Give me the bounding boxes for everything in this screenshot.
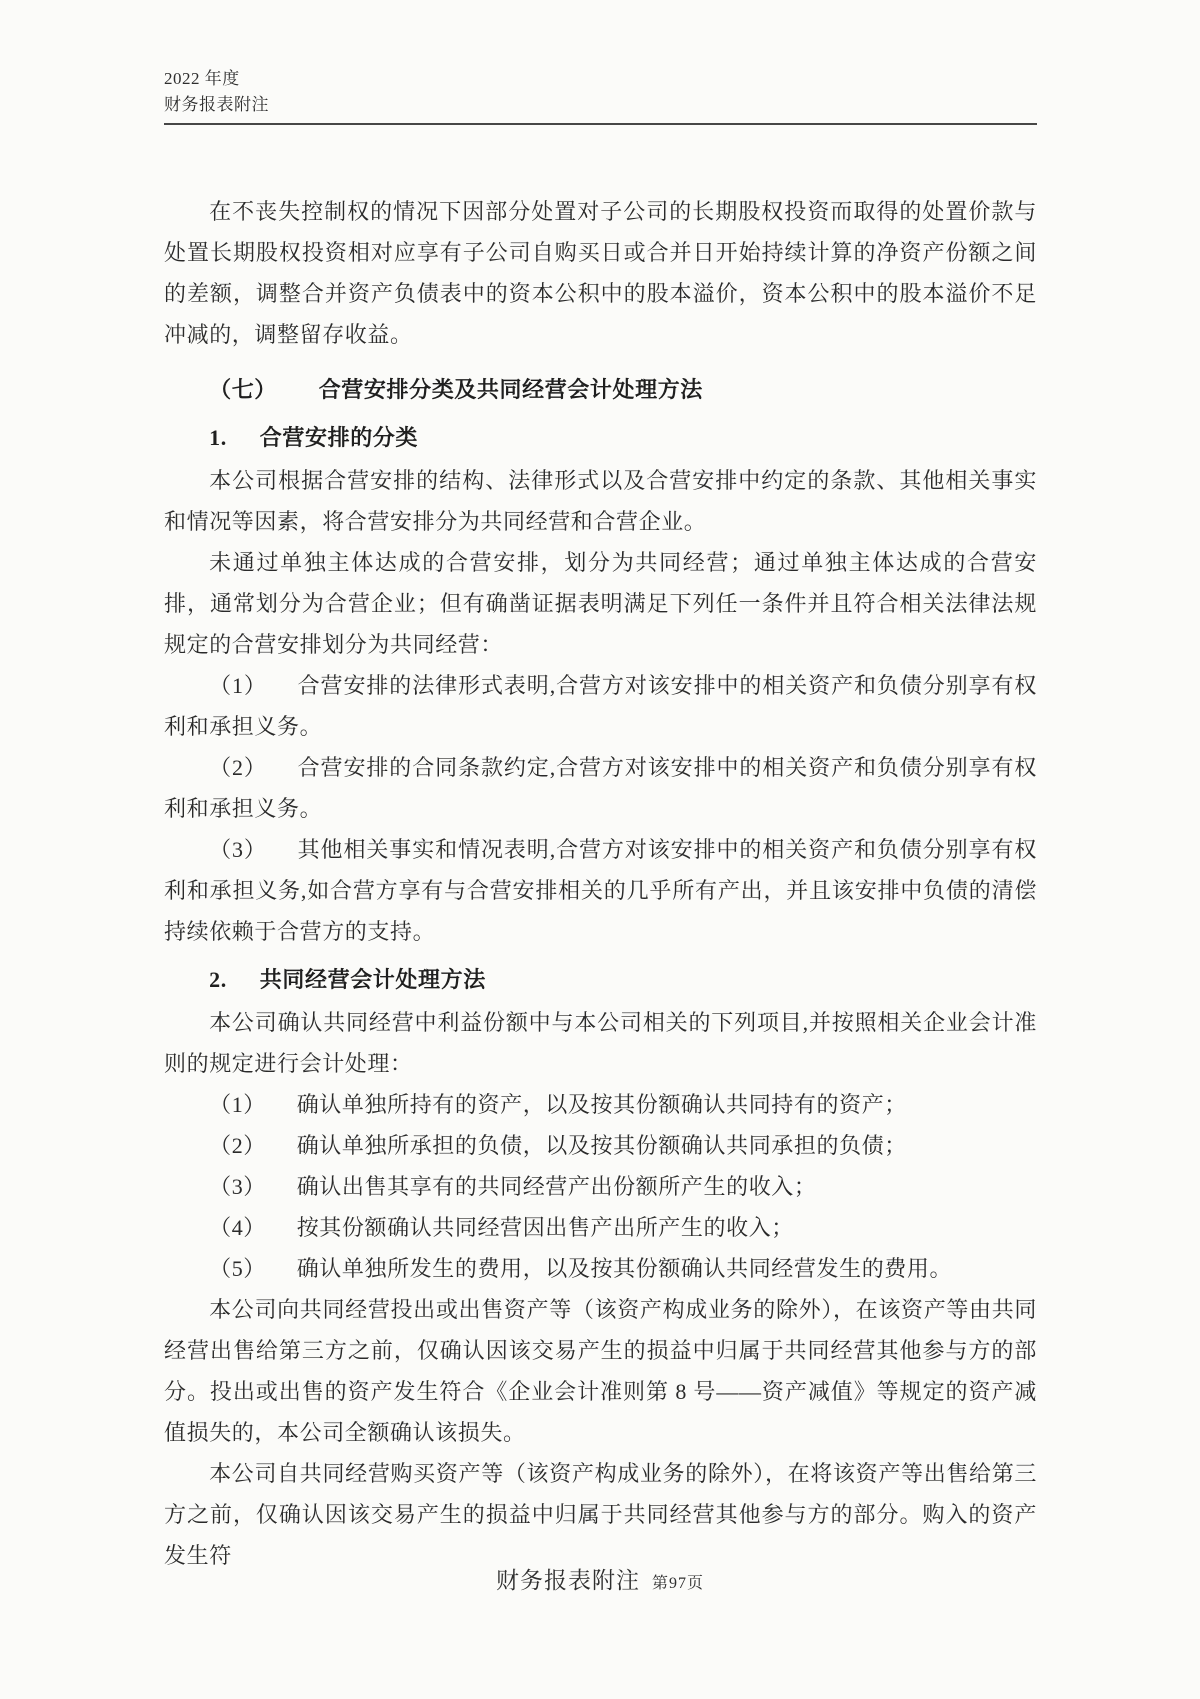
item-text: 确认单独所持有的资产，以及按其份额确认共同持有的资产； [296, 1092, 907, 1117]
subheading-text: 合营安排的分类 [259, 425, 418, 450]
subheading-accounting-method [164, 959, 1037, 1000]
paragraph-recognition-intro: 本公司确认共同经营中利益份额中与本公司相关的下列项目,并按照相关企业会计准则的规定进行会计处理： [164, 1010, 1037, 1076]
subheading-marker: 2. [209, 967, 227, 992]
item-text: 合营安排的法律形式表明,合营方对该安排中的相关资产和负债分别享有权利和承担义务。 [164, 673, 1037, 739]
page-header [0, 0, 1200, 125]
subheading-marker: 1. [209, 425, 227, 450]
footer-title: 财务报表附注 [495, 1568, 640, 1593]
recognition-item-1 [164, 1084, 1037, 1125]
item-marker: （3） [209, 1174, 266, 1199]
item-text: 确认单独所发生的费用，以及按其份额确认共同经营发生的费用。 [296, 1256, 953, 1281]
page-footer [0, 1562, 1200, 1595]
header-report-year: 2022 年度 [164, 69, 240, 88]
item-marker: （2） [209, 1133, 266, 1158]
paragraph-joint-operation-criteria-intro: 未通过单独主体达成的合营安排，划分为共同经营；通过单独主体达成的合营安排，通常划分为合营企业；但有确凿证据表明满足下列任一条件并且符合相关法律法规规定的合营安排划分为共同经营： [164, 550, 1037, 657]
item-text: 其他相关事实和情况表明,合营方对该安排中的相关资产和负债分别享有权利和承担义务,如合营方享有与合营安排相关的几乎所有产出，并且该安排中负债的清偿持续依赖于合营方的支持。 [164, 837, 1037, 944]
section-heading-joint-arrangements [164, 369, 1037, 410]
item-marker: （2） [209, 755, 267, 780]
item-marker: （3） [209, 837, 267, 862]
criteria-item-3 [164, 829, 1037, 952]
item-text: 确认单独所承担的负债，以及按其份额确认共同承担的负债； [296, 1133, 907, 1158]
item-text: 合营安排的合同条款约定,合营方对该安排中的相关资产和负债分别享有权利和承担义务。 [164, 755, 1037, 821]
paragraph-assets-contributed-or-sold: 本公司向共同经营投出或出售资产等（该资产构成业务的除外），在该资产等由共同经营出售给第三方之前，仅确认因该交易产生的损益中归属于共同经营其他参与方的部分。投出或出售的资产发生符合《企业会计准则第 8 号——资产减值》等规定的资产减值损失的，本公司全额确认该损失。 [164, 1297, 1037, 1445]
recognition-item-3 [164, 1166, 1037, 1207]
document-body [0, 191, 1200, 1576]
paragraph-disposal-without-loss-of-control: 在不丧失控制权的情况下因部分处置对子公司的长期股权投资而取得的处置价款与处置长期股权投资相对应享有子公司自购买日或合并日开始持续计算的净资产份额之间的差额，调整合并资产负债表中的资本公积中的股本溢价，资本公积中的股本溢价不足冲减的，调整留存收益。 [164, 199, 1037, 347]
item-marker: （1） [209, 1092, 266, 1117]
subheading-text: 共同经营会计处理方法 [259, 967, 486, 992]
footer-page-number: 第97页 [651, 1575, 704, 1592]
section-heading-text: 合营安排分类及共同经营会计处理方法 [318, 377, 703, 402]
item-marker: （5） [209, 1256, 266, 1281]
item-marker: （1） [209, 673, 267, 698]
recognition-item-4 [164, 1207, 1037, 1248]
section-heading-marker: （七） [209, 377, 277, 402]
paragraph-assets-purchased: 本公司自共同经营购买资产等（该资产构成业务的除外），在将该资产等出售给第三方之前，仅确认因该交易产生的损益中归属于共同经营其他参与方的部分。购入的资产发生符 [164, 1461, 1037, 1568]
paragraph-classification-basis: 本公司根据合营安排的结构、法律形式以及合营安排中约定的条款、其他相关事实和情况等因素，将合营安排分为共同经营和合营企业。 [164, 468, 1037, 534]
criteria-item-2 [164, 747, 1037, 829]
subheading-classification [164, 417, 1037, 458]
item-text: 确认出售其享有的共同经营产出份额所产生的收入； [296, 1174, 817, 1199]
header-report-title: 财务报表附注 [164, 95, 269, 114]
recognition-item-2 [164, 1125, 1037, 1166]
recognition-item-5 [164, 1248, 1037, 1289]
criteria-item-1 [164, 665, 1037, 747]
header-rule [164, 123, 1037, 125]
item-text: 按其份额确认共同经营因出售产出所产生的收入； [296, 1215, 794, 1240]
item-marker: （4） [209, 1215, 266, 1240]
